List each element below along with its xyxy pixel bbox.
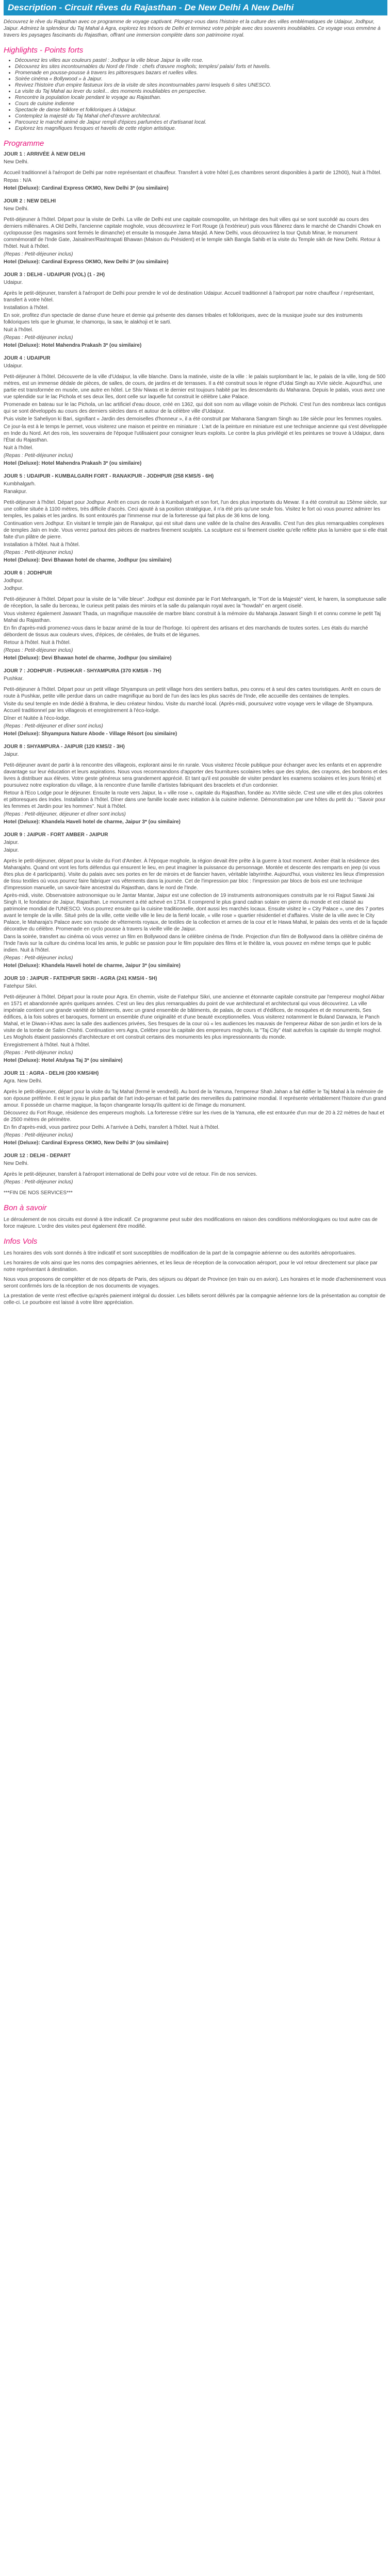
day-text: Agra. New Delhi. — [4, 1078, 43, 1084]
day-title: JOUR 4 : UDAIPUR — [4, 355, 51, 361]
day-text: Jodhpur. — [4, 578, 24, 584]
program-day — [4, 975, 387, 1064]
day-text: Jaipur. — [4, 840, 19, 845]
day-text: Retour à l'Eco Lodge pour le déjeuner. Ensuite la route vers Jaipur, la « ville rose », capitale du Rajasthan, fondée au XVIIIe siècle. C'est une ville et des plus colorées et pittoresques des Indes. Installation à l'hôtel. Dîner dans une famille locale avec initiation à la cuisine indienne. Démonstration par une hôtes du petit du : "Savoir pour les femmes et Jardin pour les hommes". Nuit à l'hôtel. — [4, 790, 386, 809]
program-heading: Programme — [4, 139, 44, 148]
program-day — [4, 473, 387, 564]
highlight-item: • Promenade en pousse-pousse à travers les pittoresques bazars et ruelles villes. — [15, 70, 387, 76]
day-text: Petit-déjeuner avant de partir à la rencontre des villageois, explorant ainsi le rin rurale. Vous visiterez l'école publique pour échanger avec les enfants et en apprendre davantage sur leur éducation et leurs aspirations. Nous vous recommandons d'apporter des fournitures scolaires telles que des stylos, des crayons, des bonbons et des livres à distribuer aux élèves. Votre geste généreux sera grandement apprécié. Et tant qu'il est possible de visiter pendant les examens scolaires et les jours fériés) et poursuivez notre exploration du village, à la rencontre d'une famille d'artistes fabriquant des bracelets et d'un cordonnier. — [4, 762, 387, 788]
day-text: Petit-déjeuner à l'hôtel. Départ pour la visite de Delhi. La ville de Delhi est une capitale cosmopolite, un héritage des huit villes qui se sont succédé au cours des derniers millénaires. A Old Delhi, l'ancienne capitale moghole, vous découvrirez le Fort Rouge (à l'extérieur) puis vous flânerez dans le marché de Chandni Chowk en cyclopousse (les magasins sont fermés le dimanche) et ensuite la mosquée Jama Masjid. A New Delhi, vous découvrirez la tour Qutub Minar, le monument commémoratif de l'Inde Gate, Jaisalmer/Rashtrapati Bhawan (Maison du Président) et le temple sikh Bangla Sahib et la visite du Temple sikh de New Delhi. Retour à l'hôtel. Nuit à l'hôtel. — [4, 217, 381, 249]
day-text: Petit-déjeuner à l'hôtel. Départ pour la route pour Agra. En chemin, visite de Fatehpur Sikri, une ancienne et étonnante capitale construite par l'empereur moghol Akbar en 1571 et abandonnée après quelques années. C'est un lieu des plus remarquables du point de vue architectural et architectural qui vous découvrirez. La ville impériale contient une grande variété de bâtiments, avec un grand ensemble de bâtiments, de palais, de cours et d'édifices, de mosquées et de monuments, Ses édifices, à la fois sobres et baroques, forment un ensemble d'une originalité et d'une beauté exceptionnelles. Vous visiterez notamment le Buland Darwaza, le Panch Mahal, et le Diwan-i-Khas avec la salle des audiences privées, Ses fresques de la cour où « les audiences les mauvais de l'empereur Akbar de son jardin et lors de la visite de la tombe de Salim Chishti. Continuation vers Agra, Celébre pour la capitale des empereurs moghols, la "Taj City" était autrefois la capitale du temple moghol. Les Moghols étaient passionnés d'architecture et ont construit certains des monuments les plus impressionnants du monde. — [4, 994, 385, 1040]
day-text: Visite du seul temple en Inde dédié à Brahma, le dieu créateur hindou. Visite du marché local. (Après-midi, poursuivez votre voyage vers le village de Shyampura. Accueil traditionnel par les villageois et enregistrement à l'éco-lodge. — [4, 701, 373, 714]
flight-info-paragraph: Les horaires de vols ainsi que les noms des compagnies aériennes, et les lieux de réception de la convocation aéroport, pour le vol retour directement sur place par notre représentant à destination. — [4, 1260, 378, 1273]
day-text: Petit-déjeuner à l'hôtel. Départ pour Jodhpur. Arrêt en cours de route à Kumbalgarh et son fort, l'un des plus importants du Mewar. Il a été construit au 15ème siècle, sur une colline située à 1100 mètres, très difficile d'accès. Ceci ajouté à sa position stratégique, il n'a été pris qu'une seule fois. Visitez le fort où vous pourrez admirer les temples, les palais et les jardins. Ils sont entourés par l'immense mur de la forteresse qui fait plus de 36 kms de long. — [4, 500, 387, 519]
program-day — [4, 570, 387, 662]
highlight-item: • Découvrez les villes aux couleurs pastel : Jodhpur la ville bleue Jaipur la ville rose. — [15, 58, 387, 64]
day-text: Installation à l'hôtel. — [4, 305, 49, 311]
day-text: Après le petit-déjeuner, transfert à l'aéroport international de Delhi pour votre vol de retour. Fin de nos services. — [4, 1172, 257, 1177]
day-text: Vous visiterez également Jaswant Thada, un magnifique mausolée de marbre blanc construit à la mémoire du Maharaja Jaswant Singh II et connu comme le petit Taj Mahal du Rajasthan. — [4, 611, 381, 623]
page-title-banner — [4, 0, 387, 15]
day-text: Retour à l'hôtel. Nuit à l'hôtel. — [4, 640, 71, 646]
day-title: JOUR 6 : JODHPUR — [4, 570, 52, 576]
flight-info-paragraph: Nous vous proposons de compléter et de nos départs de Paris, des séjours ou départ de Province (en train ou en avion). Les horaires et le mode d'acheminement vous seront confirmés lors de la réception de nos documents de voyages. — [4, 1277, 386, 1289]
good-to-know-paragraph: Le déroulement de nos circuits est donné à titre indicatif. Ce programme peut subir des modifications en raison des conditions météorologiques ou tout autre cas de force majeure. L'ordre des visites peut également être modifié. — [4, 1217, 378, 1229]
program-day — [4, 743, 387, 825]
day-text: Après-midi, visite. Observatoire astronomique ou le Jantar Mantar, Jaipur est une collection de 19 instruments astronomiques construits par le roi Rajput Sawai Jai Singh II, le fondateur de Jaipur, Rajasthan. Le monument a été achevé en 1734. Il comprend le plus grand cadran solaire en pierre du monde et est classé au patrimoine mondial de l'UNESCO. Vous pourrez ensuite qui la cuisine traditionnelle, dont aussi les marchés locaux. Ensuite visitez le « City Palace », une des 7 portes avant le temple de la ville. Situé près de la ville, cette vieille ville le lieu de la fierté locale, « ville rose » quartier résidentiel et d'affaires. Visite de la ville avec le City Palace, le Maharaja's Palace avec son musée de vêtements royaux, de textiles de la collection et armes de la cour et le Hawa Mahal, le palais des vents et de la façade décorative du célèbre. Promenade en cyclo pousse à travers la vieille ville de Jaipur. — [4, 893, 387, 932]
day-text: New Delhi. — [4, 1161, 29, 1166]
highlight-item: • Contemplez la majesté du Taj Mahal chef-d'œuvre architectural. — [15, 113, 387, 120]
day-text: Dans la soirée, transfert au cinéma où vous verrez un film en Bollywood dans le célèbre cinéma de l'Inde. Projection d'un film de Bollywood dans la célèbre cinéma de l'Inde l'avis sur la culture du cinéma local les amis, le public se passion pour le film populaire des films et le théâtre la, vous pouvez en même temps que le public indien. Nuit à l'hôtel. — [4, 934, 383, 953]
day-text: Après le petit-déjeuner, départ pour la visite du Fort d'Amber. À l'époque moghole, la région devait être prête à la guerre à tout moment. Amber était la résidence des Maharajahs. Quand ont vont les forts défendus qui ensurent le lieu, en peut imaginer la puissance du personnage. Montée et descente des remparts en jeep (si vous êtes plus de 4 participants). Visite du palais avec ses portes en fer de miroirs et de fiancier haven, véritable labyrinthe. Aujourd'hui, vous visiterez les lieux d'impression de tissu textiles où vous pourrez faire fabriquer vos vêtements dans la journée. Cet de l'impression par bloc : l'impression par blocs de bois est une technique d'impression manuelle, un savoir-faire ancestral du Rajasthan, dans le nord de l'Inde. — [4, 858, 384, 891]
day-text: Pushkar. — [4, 676, 24, 682]
program-day — [4, 355, 387, 467]
day-text: (Repas : Petit-déjeuner inclus) — [4, 453, 73, 459]
day-title: JOUR 10 : JAIPUR - FATEHPUR SIKRI - AGRA (241 KMS/4 - 5H) — [4, 976, 157, 981]
day-text: Fatehpur Sikri. — [4, 984, 38, 989]
day-text: New Delhi. — [4, 206, 29, 212]
day-text: Promenade en bateau sur le lac Pichola, un lac artificiel d'eau douce, créé en 1362, qui doit son nom au village voisin de Pichoki. C'est l'un des nombreux lacs contigus qui se sont développés au cours des derniers siècles dans et autour de la célèbre ville d'Udaipur. — [4, 402, 386, 414]
day-title: JOUR 8 : SHYAMPURA - JAIPUR (120 KMS/2 - 3H) — [4, 744, 125, 750]
day-title: JOUR 7 : JODHPUR - PUSHKAR - SHYAMPURA (370 KMS/6 - 7H) — [4, 668, 161, 674]
day-hotel: Hotel (Deluxe): Hotel Mahendra Prakash 3* (ou similaire) — [4, 343, 142, 348]
day-text: (Repas : Petit-déjeuner inclus) — [4, 1179, 73, 1185]
program-day — [4, 151, 387, 192]
day-text: Udaipur. — [4, 363, 23, 369]
day-text: Accueil traditionnel à l'aéroport de Delhi par notre représentant et chauffeur. Transfert à votre hôtel (Les chambres seront disponibles à partir de 12h00), Nuit à l'hôtel. — [4, 170, 382, 176]
flight-info-paragraph: La prestation de vente n'est effective qu'après paiement intégral du dossier. Les billets seront délivrés par la compagnie aérienne lors de la présentation au comptoir de celle-ci. Le pourboire est laissé à votre libre appréciation. — [4, 1293, 386, 1306]
highlight-item: • Revivez l'histoire d'un empire fastueux lors de la visite de sites incontournables parmi lesquels 6 sites UNESCO. — [15, 82, 387, 89]
highlight-item: • Soirée cinéma « Bollywood » à Jaipur. — [15, 76, 387, 82]
program-days — [4, 151, 387, 1196]
day-hotel: Hotel (Deluxe): Khandela Haveli hotel de charme, Jaipur 3* (ou similaire) — [4, 963, 181, 969]
page-title: Description - Circuit rêves du Rajasthan - De New Delhi A New Delhi — [8, 3, 294, 12]
program-day — [4, 668, 387, 737]
intro-paragraph: Découvrez le rêve du Rajasthan avec ce programme de voyage captivant. Plongez-vous dans l'histoire et la culture des villes emblématiques de Udaipur, Jodhpur, Jaipur. Admirez la splendeur du Taj Mahal à Agra, explorez les trésors de Delhi et terminez votre périple avec des souvenirs inoubliables. Ce voyage vous emmène à travers les paysages fascinants du Rajasthan, offrant une immersion complète dans son patrimoine royal. — [4, 19, 381, 38]
flight-info-section — [4, 1250, 387, 1306]
day-text: Dîner et Nuitée à l'éco-lodge. — [4, 716, 71, 721]
day-hotel: Hotel (Deluxe): Shyampura Nature Abode - Village Résort (ou similaire) — [4, 731, 177, 737]
day-text: (Repas : Petit-déjeuner inclus) — [4, 1132, 73, 1138]
day-text: (Repas : Petit-déjeuner et dîner sont inclus) — [4, 723, 103, 729]
day-text: Découvrez du Fort Rouge, résidence des empereurs moghols. La forteresse s'étire sur les rives de la Yamuna, elle est entourée d'un mur de 20 à 22 mètres de haut et de 2500 mètres de périmètre. — [4, 1110, 384, 1123]
highlights-list — [4, 58, 387, 132]
day-title: JOUR 5 : UDAIPUR - KUMBALGARH FORT - RANAKPUR - JODHPUR (258 KMS/5 - 6H) — [4, 473, 214, 479]
day-hotel: Hotel (Deluxe): Khandela Haveli hotel de charme, Jaipur 3* (ou similaire) — [4, 819, 181, 825]
day-text: Ce jour-la est à le temps le permet, vous visiterez une maison et peintre en miniature : L'art de la peinture en miniature est une technique ancienne qui s'est développée en Inde du Nord. Art des rois, les souverains de l'époque l'utilisaient pour consigner leurs exploits. Le contre la plus privilégié et les peintures se trouve à Udaipur, dans l'État du Rajasthan. — [4, 424, 387, 443]
highlight-item: • Cours de cuisine indienne — [15, 101, 387, 107]
day-hotel: Hotel (Deluxe): Cardinal Express OKMO, New Delhi 3* (ou similaire) — [4, 259, 169, 265]
day-text: (Repas : Petit-déjeuner, déjeuner et dîner sont inclus) — [4, 811, 126, 817]
flight-info-heading: Infos Vols — [4, 1237, 38, 1246]
day-text: (Repas : Petit-déjeuner inclus) — [4, 251, 73, 257]
day-hotel: Hotel (Deluxe): Cardinal Express OKMO, New Delhi 3* (ou similaire) — [4, 185, 169, 191]
day-title: JOUR 9 : JAIPUR - FORT AMBER - JAIPUR — [4, 832, 108, 838]
day-hotel: Hotel (Deluxe): Devi Bhawan hotel de charme, Jodhpur (ou similaire) — [4, 655, 172, 661]
day-hotel: Hotel (Deluxe): Cardinal Express OKMO, New Delhi 3* (ou similaire) — [4, 1140, 169, 1146]
day-text: Puis visite le Saheliyon ki Bari, signifiant « Jardin des demoiselles d'honneur », il a été construit par Maharana Sangram Singh au 18e siècle pour les femmes royales. — [4, 416, 383, 422]
day-text: Nuit à l'hôtel. — [4, 327, 34, 333]
day-text: Petit-déjeuner à l'hôtel. Départ pour la visite de la "ville bleue". Jodhpur est dominée par le Fort Mehrangarh, le "Fort de la Majesté" vient, le harem, la somptueuse salle de réception, la salle du berceau, le curieux petit palais des miroirs et la salle du palanquin royal avec la "howdah" en argent ciselé. — [4, 597, 387, 609]
highlight-item: • Découvrez les sites incontournables du Nord de l'Inde : chefs d'œuvre moghols; temples/ palais/ forts et havelis. — [15, 64, 387, 70]
day-hotel: Hotel (Deluxe): Hotel Atulyaa Taj 3* (ou similaire) — [4, 1058, 123, 1063]
highlight-item: • Spectacle de danse folklore et folkloriques à Udaipur. — [15, 107, 387, 113]
day-text: En soir, profitez d'un spectacle de danse d'une heure et demie qui présente des danses tribales et folkloriques, avec de la musique jouée sur des instruments folkloriques tels que le ghumar, le chamorqu, la saw, le alakhoji et le sarti. — [4, 313, 363, 325]
program-day — [4, 832, 387, 969]
good-to-know-heading: Bon à savoir — [4, 1204, 47, 1212]
day-hotel: Hotel (Deluxe): Devi Bhawan hotel de charme, Jodhpur (ou similaire) — [4, 557, 172, 563]
day-text: Enregistrement à l'hôtel. Nuit à l'hôtel. — [4, 1042, 90, 1048]
program-day — [4, 1070, 387, 1146]
day-title: JOUR 3 : DELHI - UDAIPUR (VOL) (1 - 2H) — [4, 272, 105, 278]
intro-section — [4, 19, 387, 39]
day-text: Nuit à l'hôtel. — [4, 445, 34, 451]
day-text: (Repas : Petit-déjeuner inclus) — [4, 648, 73, 653]
day-text: Kumbhalgarh. — [4, 481, 36, 487]
day-text: Jaipur. — [4, 752, 19, 757]
day-text: Petit-déjeuner à l'hôtel. Découverte de la ville d'Udaipur, la ville blanche. Dans la matinée, visite de la ville : le palais surplombant le lac, le palais de la ville, long de 500 mètres, est un immense dédale de pièces, de salles, de cours, de jardins et de terrasses. Il a été construit sous le règne d'Udai Singh au XVIe siècle. Aujourd'hui, une partie est transformée en musée, une autre en hôtel. Le Shiv Niwas et le dernier est toujours habité par les descendants du Maharana. Depuis le palais, vous avez une vue splendide sur le lac Pichola et ses deux îles, dont celle sur laquelle fut construit le célèbre Lake Palace. — [4, 374, 386, 400]
highlight-item: • Rencontre la population locale pendant le voyage au Rajasthan. — [15, 95, 387, 101]
day-text: Continuation vers Jodhpur. En visitant le temple jain de Ranakpur, qui est situé dans une vallée de la chaîne des Aravallis. C'est l'un des plus remarquables complexes de temples Jaïn en Inde. Vous verrez partout des pièces de marbres finement sculptés. La sculpture est si finement ciselée qu'elle reflète plus la lumière que si elle était faite d'un plâtre de pierre. — [4, 521, 387, 540]
day-title: JOUR 11 : AGRA - DELHI (200 KMS/4H) — [4, 1071, 99, 1076]
day-text: Après le petit-déjeuner, départ pour la visite du Taj Mahal (fermé le vendredi). Au bord de la Yamuna, l'empereur Shah Jahan a fait édifier le Taj Mahal à la mémoire de son épouse préférée. Il est le joyau le plus parfait de l'art indo-persan et fait partie des merveilles du patrimoine mondial. Il représente véritablement l'histoire d'un grand amour. Il possède un charme magique, la façon changeante lorsqu'ils quittent ici de l'image du monument. — [4, 1089, 386, 1108]
highlights-heading: Highlights - Points forts — [4, 46, 84, 55]
day-text: Jodhpur. — [4, 586, 24, 591]
day-title: JOUR 2 : NEW DELHI — [4, 198, 56, 204]
flight-info-paragraph: Les horaires des vols sont donnés à titre indicatif et sont susceptibles de modification de la part de la compagnie aérienne ou des autorités aéroportuaires. — [4, 1250, 356, 1256]
day-text: En fin d'après-midi promenez-vous dans le bazar animé de la tour de l'horloge. Ici opèrent des artisans et des marchands de toutes sortes. Les étals du marché débordent de tissus aux couleurs vives, d'épices, de céréales, de fruits et de légumes. — [4, 625, 368, 638]
day-text: New Delhi. — [4, 159, 29, 165]
highlight-item: • La visite du Taj Mahal au lever du soleil... des moments inoubliables en perspective. — [15, 89, 387, 95]
day-text: Installation à l'hôtel. Nuit à l'hôtel. — [4, 542, 80, 548]
day-text: Udaipur. — [4, 280, 23, 285]
day-text: Repas : N/A — [4, 178, 31, 183]
day-text: (Repas : Petit-déjeuner inclus) — [4, 550, 73, 555]
day-text: Ranakpur. — [4, 489, 27, 495]
day-text: (Repas : Petit-déjeuner inclus) — [4, 335, 73, 341]
day-text: (Repas : Petit-déjeuner inclus) — [4, 955, 73, 961]
program-day — [4, 198, 387, 265]
day-text: Après le petit-déjeuner, transfert à l'aéroport de Delhi pour prendre le vol de destination Udaipur. Accueil traditionnel à l'aéroport par notre chauffeur / représentant, transfert à votre hôtel. — [4, 291, 374, 303]
day-text: ***FIN DE NOS SERVICES*** — [4, 1190, 73, 1196]
day-text: Jaipur. — [4, 848, 19, 853]
day-title: JOUR 1 : ARRIVÉE À NEW DELHI — [4, 151, 85, 157]
program-day — [4, 1153, 387, 1196]
day-title: JOUR 12 : DELHI - DEPART — [4, 1153, 71, 1159]
day-text: En fin d'après-midi, vous partirez pour Delhi. A l'arrivée à Delhi, transfert à l'hôtel. Nuit à l'hôtel. — [4, 1125, 220, 1130]
day-text: (Repas : Petit-déjeuner inclus) — [4, 1050, 73, 1056]
day-text: Petit-déjeuner à l'hôtel. Départ pour un petit village Shyampura un petit village hors des sentiers battus, peu connu et à seul des cartes touristiques. Arrêt en cours de route à Pushkar, petite ville perdue dans un cadre magnifique au bord de l'un des lacs les plus sacrés de l'Inde, elle accueille des centaines de temples. — [4, 687, 381, 699]
good-to-know-section — [4, 1216, 387, 1230]
highlight-item: • Parcourez le marché animé de Jaipur rempli d'épices parfumées et d'artisanat local. — [15, 120, 387, 126]
day-hotel: Hotel (Deluxe): Hotel Mahendra Prakash 3* (ou similaire) — [4, 461, 142, 466]
program-day — [4, 272, 387, 349]
highlight-item: • Explorez les magnifiques fresques et havelis de cette région artistique. — [15, 126, 387, 132]
